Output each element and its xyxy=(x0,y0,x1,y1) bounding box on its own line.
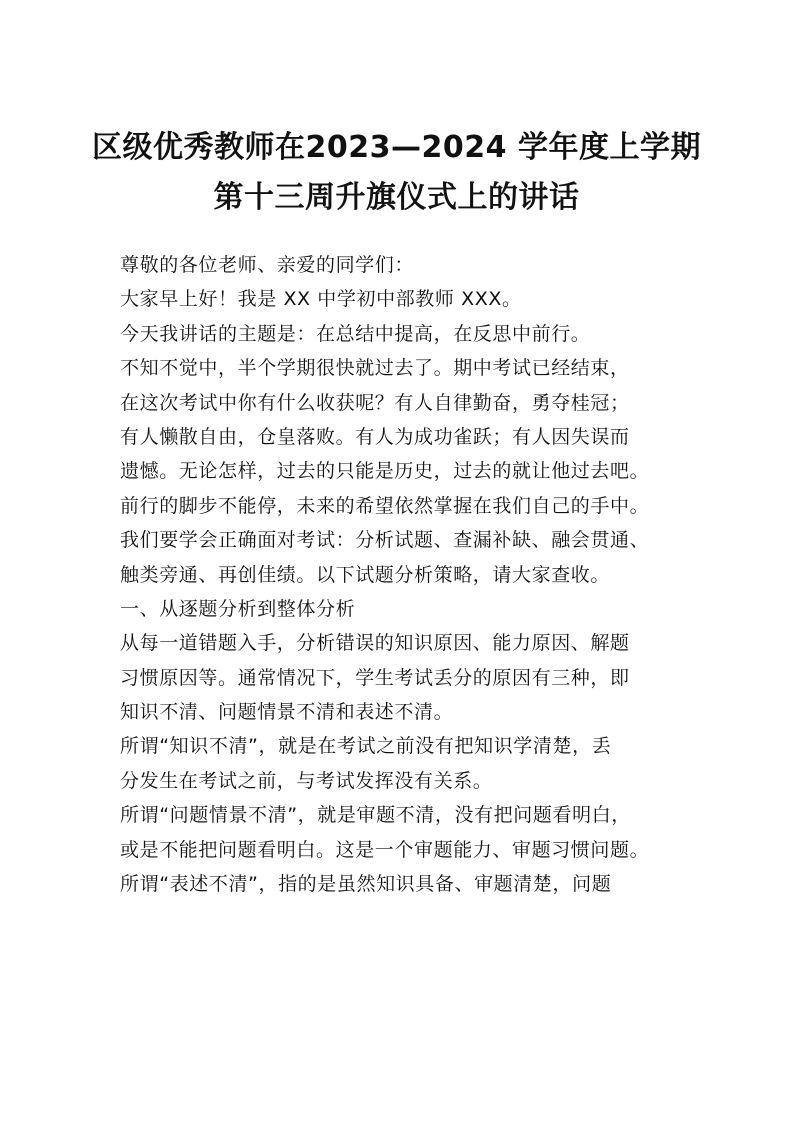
body-line: 前行的脚步不能停，未来的希望依然掌握在我们自己的手中。 xyxy=(120,494,650,517)
greeting-line: 大家早上好！我是 XX 中学初中部教师 XXX。 xyxy=(120,288,522,311)
body-line: 有人懒散自由，仓皇落败。有人为成功雀跃；有人因失误而 xyxy=(120,425,630,448)
body-line: 所谓“知识不清”，就是在考试之前没有把知识学清楚，丢 xyxy=(120,735,612,758)
body-line: 知识不清、问题情景不清和表述不清。 xyxy=(120,701,454,724)
document-body xyxy=(120,248,680,901)
body-line: 不知不觉中，半个学期很快就过去了。期中考试已经结束， xyxy=(120,357,630,380)
body-line: 分发生在考试之前，与考试发挥没有关系。 xyxy=(120,769,493,792)
body-line: 在这次考试中你有什么收获呢？有人自律勤奋，勇夺桂冠； xyxy=(120,391,630,414)
body-line: 触类旁通、再创佳绩。以下试题分析策略，请大家查收。 xyxy=(120,563,611,586)
body-line: 我们要学会正确面对考试：分析试题、查漏补缺、融会贯通、 xyxy=(120,529,650,552)
body-line: 或是不能把问题看明白。这是一个审题能力、审题习惯问题。 xyxy=(120,838,650,861)
body-line: 习惯原因等。通常情况下，学生考试丢分的原因有三种，即 xyxy=(120,666,630,689)
document-title xyxy=(0,123,793,223)
topic-line: 今天我讲话的主题是：在总结中提高，在反思中前行。 xyxy=(120,322,591,345)
salutation-line: 尊敬的各位老师、亲爱的同学们： xyxy=(120,254,415,276)
title-line-2: 第十三周升旗仪式上的讲话 xyxy=(213,180,580,215)
title-line-1: 区级优秀教师在2023—2024 学年度上学期 xyxy=(92,130,701,165)
body-line: 所谓“表述不清”，指的是虽然知识具备、审题清楚，问题 xyxy=(120,873,612,896)
body-line: 所谓“问题情景不清”，就是审题不清，没有把问题看明白， xyxy=(120,804,631,827)
section-heading-1: 一、从逐题分析到整体分析 xyxy=(120,597,356,620)
body-line: 遗憾。无论怎样，过去的只能是历史，过去的就让他过去吧。 xyxy=(120,460,650,483)
body-line: 从每一道错题入手，分析错误的知识原因、能力原因、解题 xyxy=(120,632,630,655)
